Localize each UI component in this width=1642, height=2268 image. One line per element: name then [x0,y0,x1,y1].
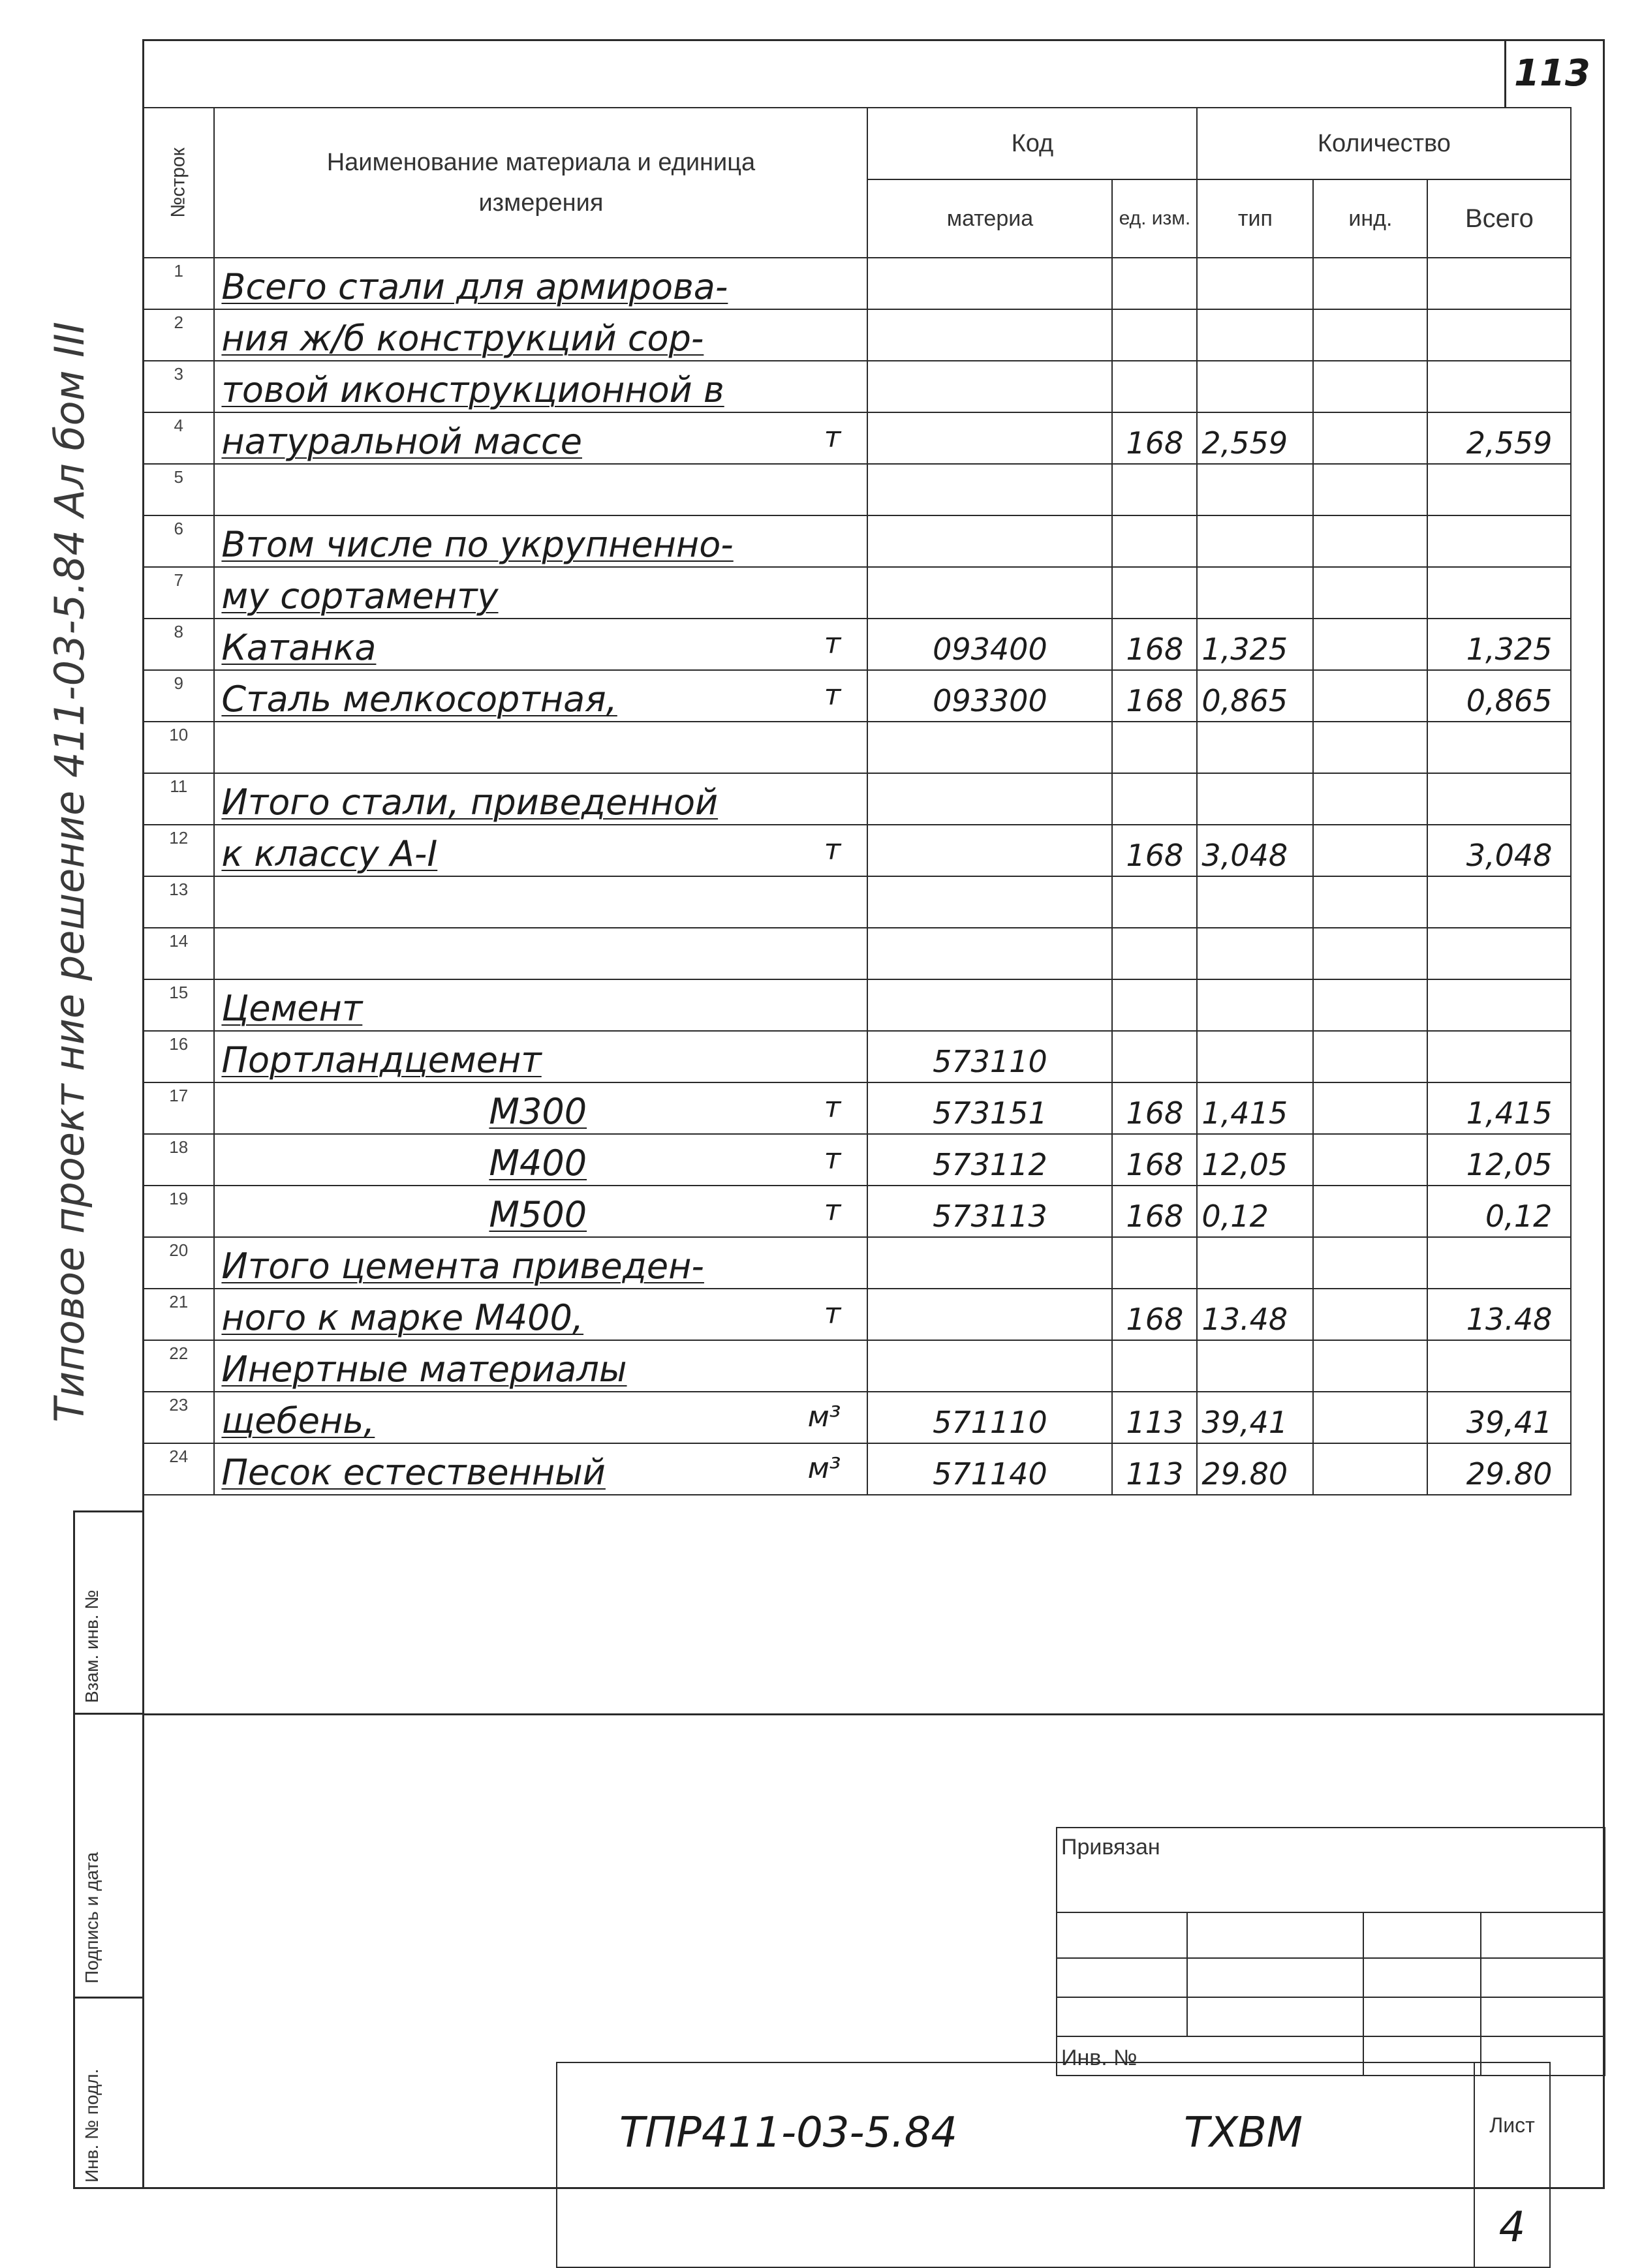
row-number: 4 [143,412,214,464]
row-number: 16 [143,1031,214,1082]
row-number: 10 [143,722,214,773]
table-row [143,361,1571,412]
unit-code: 168 [1112,670,1197,722]
unit-code [1112,567,1197,619]
qty-ind [1313,1289,1427,1340]
material-name-cell [214,876,867,928]
row-number: 5 [143,464,214,515]
material-code: 571110 [867,1392,1112,1443]
unit-code: 168 [1112,1186,1197,1237]
stamp-cell [1057,1912,1187,1958]
qty-total: 29.80 [1427,1443,1571,1495]
row-number: 18 [143,1134,214,1186]
material-name: Всего стали для армирова- [221,266,728,307]
qty-ind [1313,258,1427,309]
material-name: Катанка [221,627,377,668]
qty-ind [1313,670,1427,722]
row-number: 14 [143,928,214,979]
table-row [143,1443,1571,1495]
material-code: 573112 [867,1134,1112,1186]
qty-total: 1,325 [1427,619,1571,670]
stamp-cell [1187,1958,1363,1997]
qty-total [1427,567,1571,619]
table-row [143,258,1571,309]
doc-code: ТПР411-03-5.84 [619,2109,958,2157]
row-number: 9 [143,670,214,722]
qty-ind [1313,722,1427,773]
qty-type: 0,12 [1197,1186,1313,1237]
qty-type [1197,361,1313,412]
qty-total [1427,258,1571,309]
table-row [143,773,1571,825]
qty-type: 1,415 [1197,1082,1313,1134]
qty-total [1427,515,1571,567]
material-name: Итого цемента приведен- [221,1246,704,1287]
row-number: 21 [143,1289,214,1340]
qty-ind [1313,1392,1427,1443]
qty-type: 0,865 [1197,670,1313,722]
header-qty-ind: инд. [1313,179,1427,258]
table-row [143,515,1571,567]
material-unit: т [824,833,841,866]
material-code [867,1340,1112,1392]
table-row [143,567,1571,619]
row-number: 11 [143,773,214,825]
material-unit: т [824,679,841,712]
approval-stamp [1056,1827,1605,2076]
material-name-cell [214,619,867,670]
material-unit: т [824,421,841,454]
qty-type: 12,05 [1197,1134,1313,1186]
row-number: 13 [143,876,214,928]
qty-ind [1313,567,1427,619]
qty-total [1427,979,1571,1031]
table-row [143,1237,1571,1289]
materials-table [142,107,1572,1495]
material-code [867,567,1112,619]
material-code: 571140 [867,1443,1112,1495]
material-name: Инертные материалы [221,1349,627,1390]
qty-total [1427,1031,1571,1082]
material-code: 573151 [867,1082,1112,1134]
material-name-cell [214,464,867,515]
material-name-cell [214,825,867,876]
page-number: 113 [1514,52,1590,95]
qty-total [1427,1237,1571,1289]
qty-type [1197,515,1313,567]
material-name: М500 [489,1194,587,1235]
unit-code: 113 [1112,1392,1197,1443]
qty-type [1197,1031,1313,1082]
stamp-cell [1481,1912,1605,1958]
left-label-vzam: Взам. инв. № [82,1589,102,1703]
left-strip-top [73,1510,144,1512]
stamp-cell [1363,1997,1481,2036]
qty-type [1197,1340,1313,1392]
material-name: щебень, [221,1400,375,1441]
qty-type: 13.48 [1197,1289,1313,1340]
material-unit: м³ [807,1452,841,1485]
qty-type [1197,722,1313,773]
material-code [867,412,1112,464]
qty-ind [1313,1082,1427,1134]
qty-type: 29.80 [1197,1443,1313,1495]
qty-total [1427,309,1571,361]
material-code [867,361,1112,412]
qty-type [1197,773,1313,825]
qty-type: 39,41 [1197,1392,1313,1443]
qty-ind [1313,876,1427,928]
material-code [867,309,1112,361]
title-block [556,2062,1551,2268]
qty-total: 3,048 [1427,825,1571,876]
header-name: Наименование материала и единица измерения [214,108,867,258]
qty-ind [1313,515,1427,567]
stamp-privyazan-label: Привязан [1061,1835,1160,1860]
sheet-label: Лист [1489,2113,1535,2137]
material-name-cell [214,1237,867,1289]
frame-top [142,39,1604,41]
stamp-cell [1187,1997,1363,2036]
qty-ind [1313,309,1427,361]
qty-type [1197,309,1313,361]
material-code [867,1237,1112,1289]
table-row [143,1082,1571,1134]
stamp-area-top [142,1713,1604,1715]
stamp-cell [1057,1997,1187,2036]
qty-total [1427,773,1571,825]
material-name-cell [214,567,867,619]
material-unit: т [824,1091,841,1124]
unit-code: 113 [1112,1443,1197,1495]
unit-code: 168 [1112,1134,1197,1186]
qty-ind [1313,361,1427,412]
table-row [143,1031,1571,1082]
stamp-cell [1481,1958,1605,1997]
material-name-cell [214,515,867,567]
unit-code [1112,1340,1197,1392]
header-code-unit: ед. изм. [1112,179,1197,258]
table-row [143,1186,1571,1237]
row-number: 3 [143,361,214,412]
material-name: ного к марке М400, [221,1297,584,1338]
material-unit: т [824,1142,841,1176]
unit-code [1112,464,1197,515]
header-row-no: №строк [143,108,214,258]
qty-total: 1,415 [1427,1082,1571,1134]
material-name-cell [214,361,867,412]
title-block-main [557,2062,1474,2267]
doc-mark: ТХВМ [1184,2109,1303,2157]
header-qty: Количество [1197,108,1571,179]
unit-code [1112,722,1197,773]
unit-code [1112,876,1197,928]
qty-ind [1313,1031,1427,1082]
qty-total: 13.48 [1427,1289,1571,1340]
table-row [143,309,1571,361]
header-code: Код [867,108,1197,179]
material-name-cell [214,1289,867,1340]
header-qty-total: Всего [1427,179,1571,258]
unit-code [1112,309,1197,361]
row-number: 15 [143,979,214,1031]
qty-ind [1313,1443,1427,1495]
table-row [143,928,1571,979]
stamp-privyazan-cell [1057,1828,1605,1912]
material-name-cell [214,309,867,361]
row-number: 12 [143,825,214,876]
qty-ind [1313,773,1427,825]
material-name: М400 [489,1142,587,1184]
stamp-cell [1481,1997,1605,2036]
table-row [143,979,1571,1031]
stamp-cell [1057,1958,1187,1997]
material-name-cell [214,1186,867,1237]
material-name: Портландцемент [221,1039,542,1080]
material-code [867,258,1112,309]
sheet-label-cell [1474,2062,1550,2188]
material-name-cell [214,1443,867,1495]
unit-code [1112,1237,1197,1289]
qty-ind [1313,1340,1427,1392]
table-row [143,876,1571,928]
material-name-cell [214,258,867,309]
table-row [143,1392,1571,1443]
qty-type [1197,464,1313,515]
table-row [143,619,1571,670]
unit-code [1112,515,1197,567]
unit-code [1112,258,1197,309]
material-name: Сталь мелкосортная, [221,679,617,720]
left-strip-outer [73,1510,75,2189]
qty-ind [1313,412,1427,464]
qty-total: 0,865 [1427,670,1571,722]
qty-ind [1313,1237,1427,1289]
row-number: 17 [143,1082,214,1134]
qty-type [1197,979,1313,1031]
qty-total: 39,41 [1427,1392,1571,1443]
sheet-number-cell [1474,2188,1550,2267]
qty-total [1427,1340,1571,1392]
qty-type: 2,559 [1197,412,1313,464]
row-number: 8 [143,619,214,670]
qty-total: 2,559 [1427,412,1571,464]
qty-ind [1313,619,1427,670]
material-name: Цемент [221,988,363,1029]
material-name-cell [214,722,867,773]
material-name: товой иконструкционной в [221,369,724,410]
qty-ind [1313,464,1427,515]
row-number: 2 [143,309,214,361]
material-code: 093400 [867,619,1112,670]
unit-code: 168 [1112,1289,1197,1340]
row-number: 20 [143,1237,214,1289]
material-code [867,979,1112,1031]
qty-ind [1313,825,1427,876]
qty-total [1427,464,1571,515]
qty-total [1427,876,1571,928]
stamp-inv-label: Инв. № [1061,2046,1138,2070]
unit-code [1112,928,1197,979]
unit-code: 168 [1112,619,1197,670]
row-number: 6 [143,515,214,567]
material-name-cell [214,1392,867,1443]
stamp-cell [1363,1912,1481,1958]
material-name-cell [214,412,867,464]
table-row [143,412,1571,464]
table-row [143,722,1571,773]
material-unit: т [824,1297,841,1330]
left-strip-div-1 [73,1713,144,1715]
material-name-cell [214,1031,867,1082]
qty-total: 0,12 [1427,1186,1571,1237]
qty-type: 3,048 [1197,825,1313,876]
stamp-cell [1363,1958,1481,1997]
material-name: Итого стали, приведенной [221,782,719,823]
qty-total [1427,361,1571,412]
row-number: 23 [143,1392,214,1443]
qty-type [1197,567,1313,619]
header-qty-type: тип [1197,179,1313,258]
qty-ind [1313,1186,1427,1237]
material-name: к классу А-I [221,833,438,874]
sheet-number: 4 [1498,2203,1526,2252]
qty-type [1197,258,1313,309]
material-code [867,825,1112,876]
material-name-cell [214,1134,867,1186]
unit-code [1112,773,1197,825]
qty-ind [1313,928,1427,979]
qty-type [1197,1237,1313,1289]
material-code [867,928,1112,979]
table-row [143,825,1571,876]
table-row [143,1134,1571,1186]
vertical-series-title: Типовое проект ние решение 411-03-5.84 Ал бом III [46,322,93,1422]
unit-code [1112,1031,1197,1082]
qty-type [1197,876,1313,928]
material-name: ния ж/б конструкций сор- [221,318,704,359]
material-unit: м³ [807,1400,841,1433]
material-code [867,1289,1112,1340]
qty-total: 12,05 [1427,1134,1571,1186]
unit-code [1112,979,1197,1031]
material-code: 093300 [867,670,1112,722]
row-number: 19 [143,1186,214,1237]
material-name-cell [214,670,867,722]
qty-type: 1,325 [1197,619,1313,670]
material-code [867,773,1112,825]
row-number: 22 [143,1340,214,1392]
material-code: 573113 [867,1186,1112,1237]
header-code-material: материа [867,179,1112,258]
row-number: 1 [143,258,214,309]
table-row [143,1289,1571,1340]
row-number: 7 [143,567,214,619]
unit-code: 168 [1112,412,1197,464]
unit-code: 168 [1112,825,1197,876]
material-name-cell [214,928,867,979]
material-unit: т [824,627,841,660]
material-code [867,464,1112,515]
material-code: 573110 [867,1031,1112,1082]
unit-code [1112,361,1197,412]
material-name: натуральной массе [221,421,582,462]
table-row [143,1340,1571,1392]
material-name: М300 [489,1091,587,1132]
left-label-inv-podl: Инв. № подл. [82,2068,102,2183]
material-name: Песок естественный [221,1452,606,1493]
material-code [867,515,1112,567]
material-name-cell [214,979,867,1031]
qty-type [1197,928,1313,979]
table-row [143,670,1571,722]
left-label-podpis: Подпись и дата [82,1852,102,1984]
qty-total [1427,928,1571,979]
material-name: му сортаменту [221,575,499,617]
left-strip-bottom [73,2187,144,2189]
qty-ind [1313,1134,1427,1186]
material-name: Втом числе по укрупненно- [221,524,734,565]
unit-code: 168 [1112,1082,1197,1134]
page-number-box-left [1504,39,1506,107]
material-code [867,722,1112,773]
qty-total [1427,722,1571,773]
qty-ind [1313,979,1427,1031]
material-unit: т [824,1194,841,1227]
stamp-cell [1187,1912,1363,1958]
material-name-cell [214,773,867,825]
left-strip-div-2 [73,1997,144,1999]
material-name-cell [214,1082,867,1134]
material-name-cell [214,1340,867,1392]
table-row [143,464,1571,515]
material-code [867,876,1112,928]
row-number: 24 [143,1443,214,1495]
